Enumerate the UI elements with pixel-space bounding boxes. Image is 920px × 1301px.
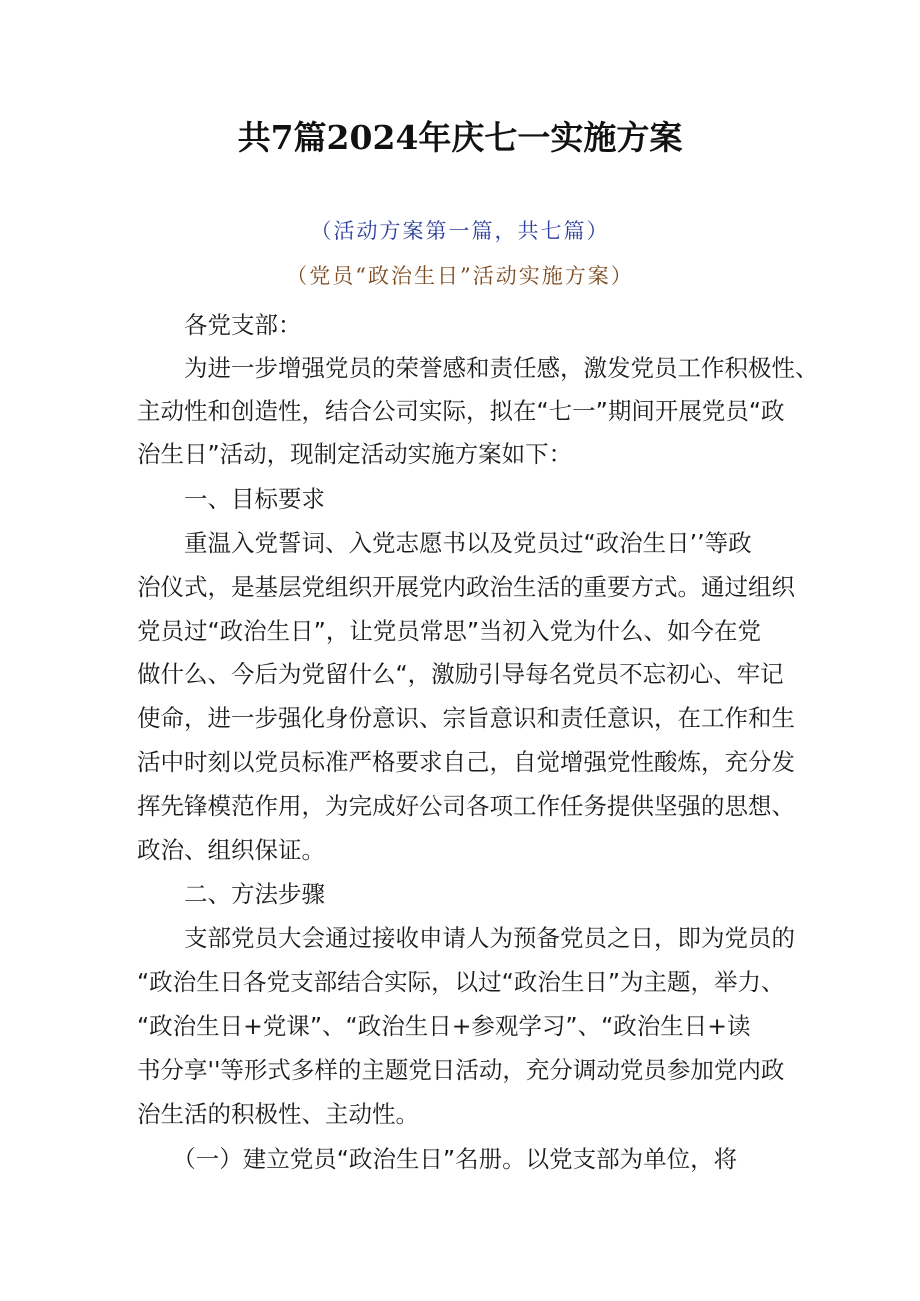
body-line: 党员过“政治生日”，让党员常思”当初入党为什么、如今在党 <box>137 617 762 645</box>
body-line: 活中时刻以党员标准严格要求自己，自觉增强党性酸炼，充分发 <box>137 748 795 776</box>
body-line: 主动性和创造性，结合公司实际，拟在“七一”期间开展党员“政 <box>137 397 785 425</box>
body-line: “政治生日+党课”、“政治生日+参观学习”、“政治生日+读 <box>137 1012 751 1040</box>
body-line: 治生活的积极性、主动性。 <box>137 1100 419 1128</box>
body-line: 挥先锋模范作用，为完成好公司各项工作任务提供坚强的思想、 <box>137 792 795 820</box>
body-line: 为进一步增强党员的荣誉感和责任感，激发党员工作积极性、 <box>137 354 819 382</box>
body-line: 治生日”活动，现制定活动实施方案如下： <box>137 440 573 468</box>
body-line: 重温入党誓词、入党志愿书以及党员过“政治生日’’等政 <box>137 529 752 557</box>
subtitle-series: （活动方案第一篇，共七篇） <box>310 219 610 243</box>
section-heading: 二、方法步骤 <box>137 880 325 908</box>
body-line: 使命，进一步强化身份意识、宗旨意识和责任意识，在工作和生 <box>137 704 795 732</box>
subtitle-plan-name: （党员“政治生日”活动实施方案） <box>286 264 634 288</box>
body-line: 做什么、今后为党留什么“，激励引导每名党员不忘初心、牢记 <box>137 660 784 688</box>
body-line: 政治、组织保证。 <box>137 836 325 864</box>
section-heading: 一、目标要求 <box>137 485 325 513</box>
body-line: “政治生日各党支部结合实际，以过“政治生日”为主题，举力、 <box>137 968 785 996</box>
body-line: 支部党员大会通过接收申请人为预备党员之日，即为党员的 <box>137 924 795 952</box>
document-title: 共7篇2024年庆七一实施方案 <box>237 118 683 157</box>
salutation: 各党支部： <box>137 311 302 339</box>
body-line: 治仪式，是基层党组织开展党内政治生活的重要方式。通过组织 <box>137 573 795 601</box>
body-line: 书分享''等形式多样的主题党日活动，充分调动党员参加党内政 <box>137 1056 785 1084</box>
subsection-line: （一）建立党员“政治生日”名册。以党支部为单位，将 <box>137 1145 738 1173</box>
